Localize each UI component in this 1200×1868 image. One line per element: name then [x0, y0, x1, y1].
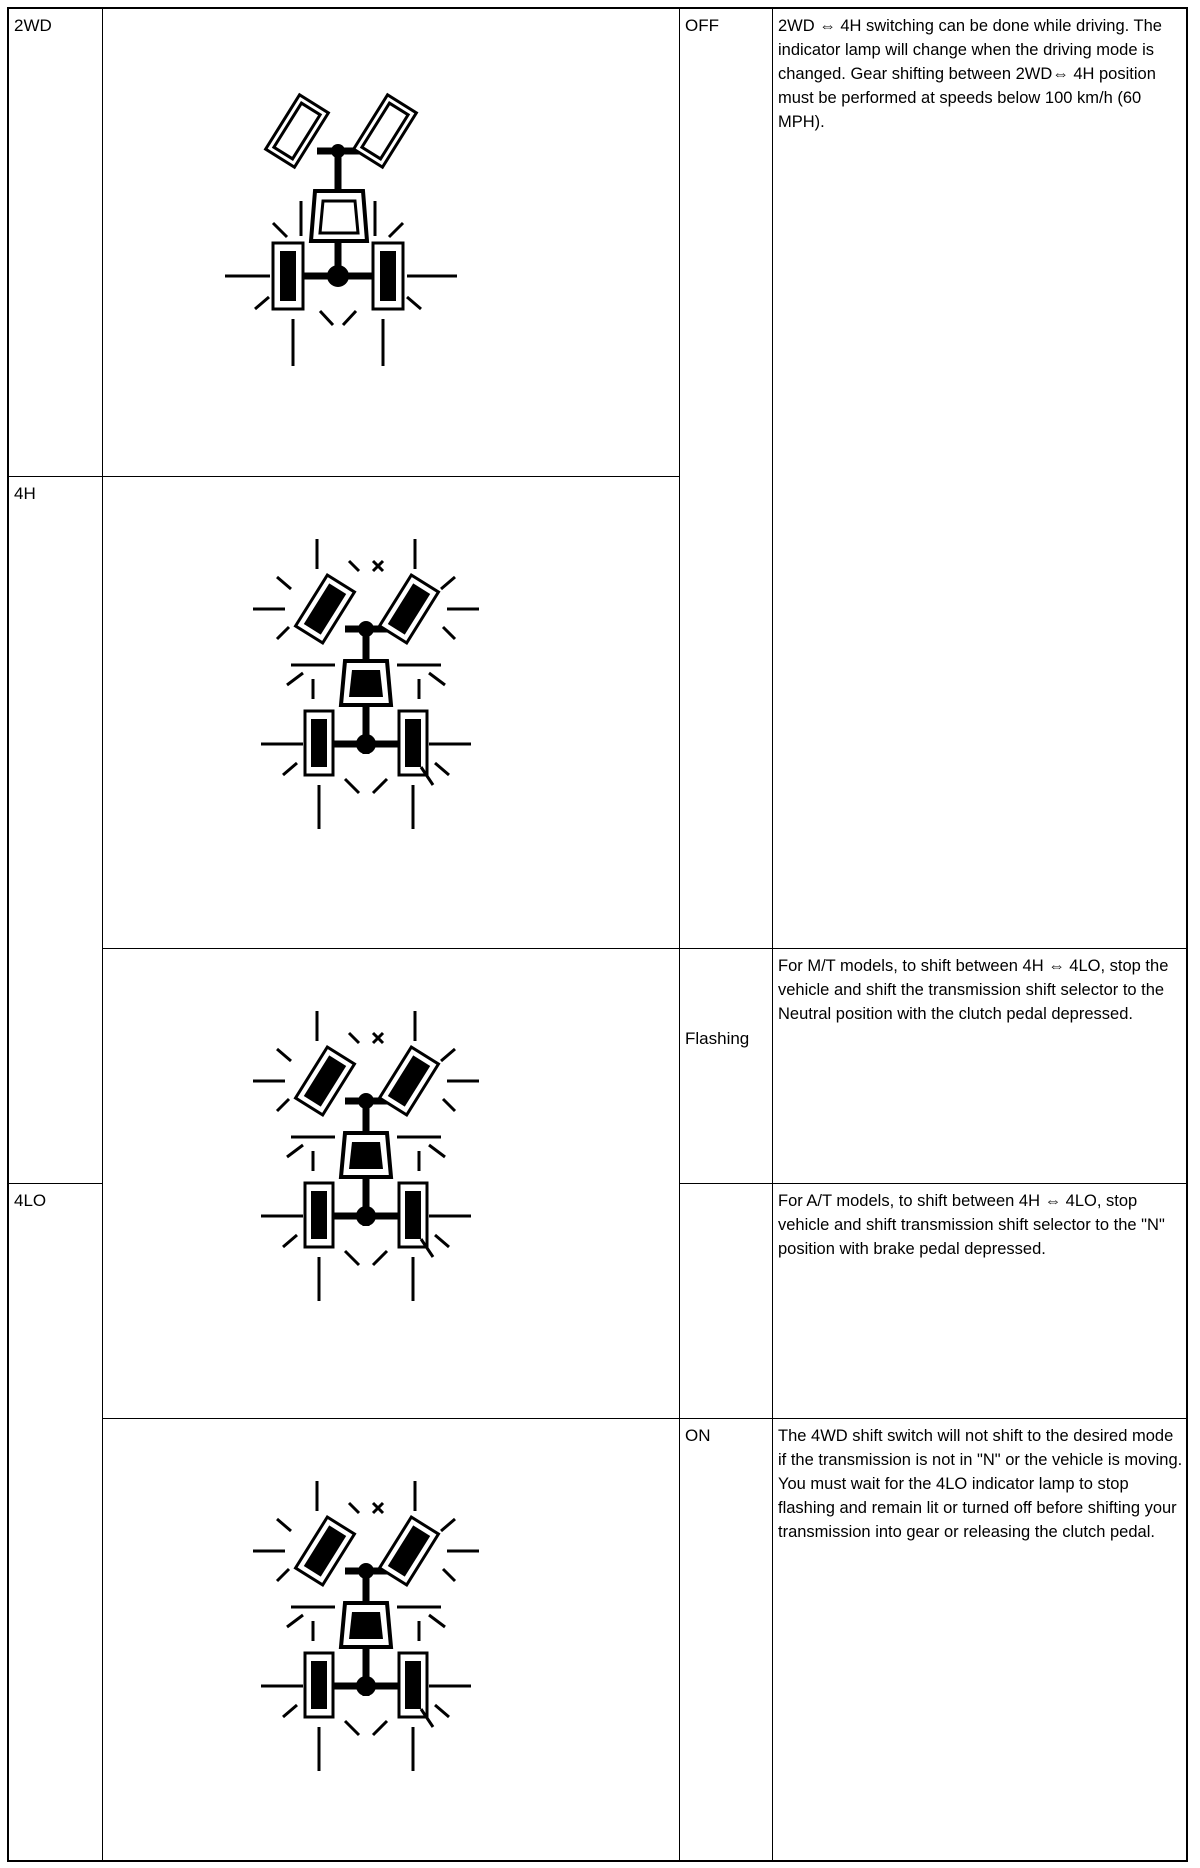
drive-mode-table [7, 7, 1188, 1862]
description-off: 2WD ⇔ 4H switching can be done while driving. The indicator lamp will change when the driving mode is changed. Gear shifting between 2WD⇔ 4H position must be performed at speeds below 100 km/h (60 MPH). [778, 17, 1162, 131]
drivetrain-2wd-icon [221, 61, 461, 371]
column-divider [102, 9, 103, 1860]
drivetrain-4h-icon [251, 539, 481, 839]
description-at-models: For A/T models, to shift between 4H ⇔ 4LO, stop vehicle and shift transmission shift selector to the "N" position with brake pedal depressed. [778, 1192, 1165, 1258]
description-on-warning [778, 1424, 1183, 1544]
description-on-line-2: You must wait for the 4LO indicator lamp to stop flashing and remain lit or turned off before shifting your transmission into gear or releasing the clutch pedal. [778, 1475, 1177, 1541]
description-on-line-1: The 4WD shift switch will not shift to the desired mode if the transmission is not in "N" or the vehicle is moving. [778, 1427, 1183, 1469]
drivetrain-4lo-on-icon [251, 1481, 481, 1781]
column-divider [772, 9, 773, 1860]
row-divider [102, 1418, 1188, 1419]
state-flashing-label: Flashing [685, 1029, 750, 1048]
row-divider [679, 1183, 1188, 1184]
description-mt-models: For M/T models, to shift between 4H ⇔ 4LO, stop the vehicle and shift the transmission shift selector to the Neutral position with the clutch pedal depressed. [778, 957, 1169, 1023]
row-divider [9, 1183, 102, 1184]
row-divider [9, 476, 679, 477]
drivetrain-4lo-flashing-icon [251, 1011, 481, 1311]
mode-4h-label: 4H [14, 484, 36, 503]
mode-4lo-label: 4LO [14, 1191, 47, 1210]
column-divider [679, 9, 680, 1860]
mode-2wd-label: 2WD [14, 16, 52, 35]
state-off-label: OFF [685, 16, 719, 35]
row-divider [102, 948, 1188, 949]
state-on-label: ON [685, 1426, 711, 1445]
